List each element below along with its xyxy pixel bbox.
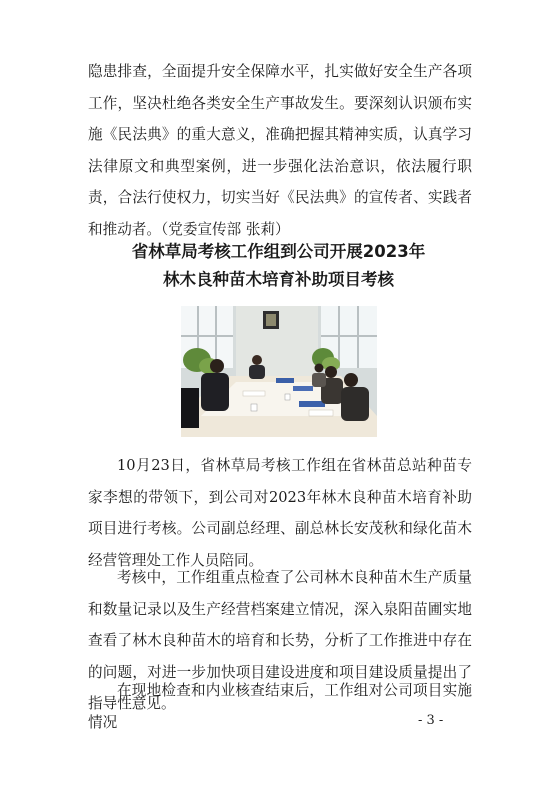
article-headline-line-2: 林木良种苗木培育补助项目考核 <box>163 270 394 289</box>
page-number: - 3 - <box>418 713 444 728</box>
article-headline-line-1: 省林草局考核工作组到公司开展2023年 <box>131 242 426 261</box>
paragraph-previous-article-ending: 隐患排查，全面提升安全保障水平，扎实做好安全生产各项工作，坚决杜绝各类安全生产事故发生。要深刻认识颁布实施《民法典》的重大意义，准确把握其精神实质，认真学习法律原文和典型案例，进一步强化法治意识，依法履行职责，合法行使权力，切实当好《民法典》的宣传者、实践者和推动者。（党委宣传部 张莉） <box>88 63 472 238</box>
paragraph-inspection-details: 考核中，工作组重点检查了公司林木良种苗木生产质量和数量记录以及生产经营档案建立情况，深入泉阳苗圃实地查看了林木良种苗木的培育和长势，分析了工作推进中存在的问题，对进一步加快项目建设进度和项目建设质量提出了指导性意见。 <box>88 569 472 713</box>
paragraph-conclusion-start: 在现地检查和内业核查结束后，工作组对公司项目实施情况 <box>88 682 472 731</box>
paragraph-inspection-visit: 10月23日，省林草局考核工作组在省林苗总站种苗专家李想的带领下，到公司对2023年林木良种苗木培育补助项目进行考核。公司副总经理、副总林长安茂秋和绿化苗木经营管理处工作人员陪同。 <box>88 457 472 569</box>
meeting-photo <box>181 306 377 437</box>
